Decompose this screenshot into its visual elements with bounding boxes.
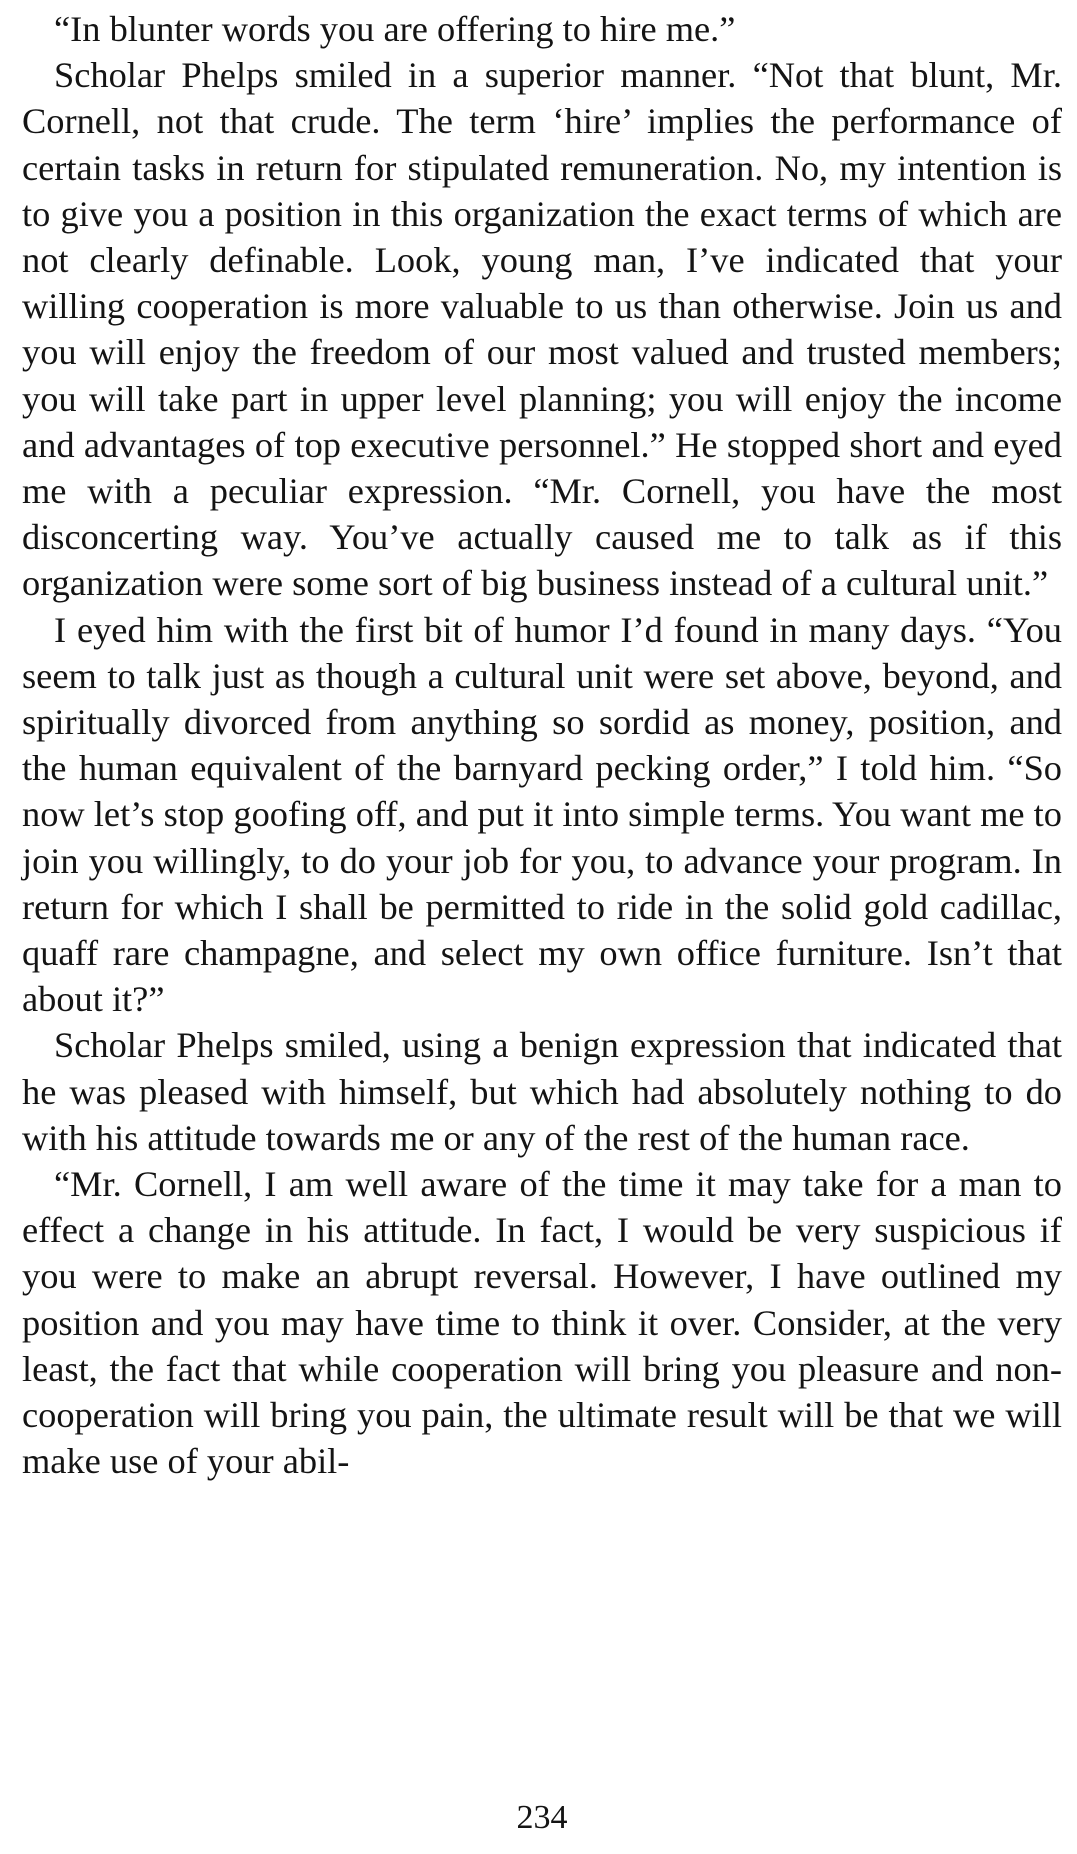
- paragraph-1: “In blunter words you are offering to hire me.”: [54, 9, 736, 49]
- paragraph-5: “Mr. Cornell, I am well aware of the time it may take for a man to effect a change in his attitude. In fact, I would be very suspicious if you were to make an abrupt reversal. However, I have outlined my position and you may have time to think it over. Consider, at the very least, the fact that while cooperation will bring you pleasure and non-cooperation will bring you pain, the ultimate result will be that we will make use of your abil-: [22, 1164, 1062, 1482]
- page-number: 234: [516, 1799, 568, 1836]
- paragraph-2: Scholar Phelps smiled in a superior manner. “Not that blunt, Mr. Cornell, not that crude. The term ‘hire’ implies the performance of certain tasks in return for stipulated remuneration. No, my intention is to give you a position in this organization the exact terms of which are not clearly definable. Look, young man, I’ve indicated that your willing cooperation is more valuable to us than otherwise. Join us and you will enjoy the freedom of our most valued and trusted members; you will take part in upper level planning; you will enjoy the income and advantages of top executive personnel.” He stopped short and eyed me with a peculiar expression. “Mr. Cornell, you have the most disconcerting way. You’ve actually caused me to talk as if this organization were some sort of big business instead of a cultural unit.”: [22, 55, 1062, 604]
- book-page: [22, 6, 1062, 1846]
- paragraph-3: I eyed him with the first bit of humor I’d found in many days. “You seem to talk just as though a cultural unit were set above, beyond, and spiritually divorced from anything so sordid as money, position, and the human equivalent of the barnyard pecking order,” I told him. “So now let’s stop goofing off, and put it into simple terms. You want me to join you willingly, to do your job for you, to advance your program. In return for which I shall be permitted to ride in the solid gold cadillac, quaff rare champagne, and select my own office furniture. Isn’t that about it?”: [22, 609, 1062, 1020]
- page-body-text: [22, 6, 1062, 1485]
- paragraph-4: Scholar Phelps smiled, using a benign expression that indicated that he was pleased with himself, but which had absolutely nothing to do with his attitude towards me or any of the rest of the human race.: [22, 1025, 1062, 1158]
